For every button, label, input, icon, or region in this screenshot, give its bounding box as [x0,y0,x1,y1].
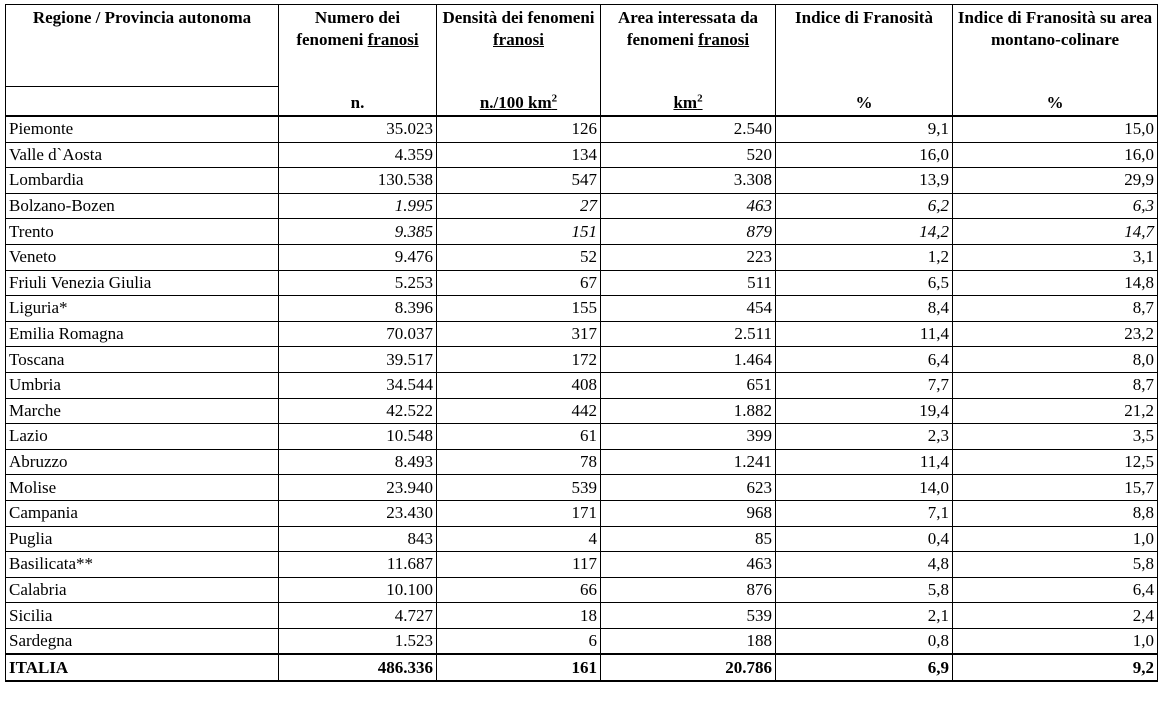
total-value-cell: 161 [437,654,601,681]
unit-density-text: n./100 km [479,93,552,112]
total-value-cell: 486.336 [279,654,437,681]
value-cell: 15,0 [953,116,1158,142]
value-cell: 66 [437,577,601,603]
value-cell: 547 [437,168,601,194]
region-name: Marche [6,398,279,424]
region-name: Friuli Venezia Giulia [6,270,279,296]
region-name: Lazio [6,424,279,450]
unit-density-label [480,93,557,112]
region-name: Lombardia [6,168,279,194]
value-cell: 623 [601,475,776,501]
value-cell: 78 [437,449,601,475]
header-index-mountain [953,5,1158,87]
value-cell: 2.511 [601,321,776,347]
value-cell: 18 [437,603,601,629]
region-name: Molise [6,475,279,501]
value-cell: 651 [601,372,776,398]
region-name: Sicilia [6,603,279,629]
unit-region [6,87,279,117]
value-cell: 23.430 [279,500,437,526]
value-cell: 454 [601,296,776,322]
landslide-statistics-table [5,4,1158,682]
value-cell: 2,1 [776,603,953,629]
value-cell: 42.522 [279,398,437,424]
value-cell: 6,2 [776,193,953,219]
value-cell: 172 [437,347,601,373]
value-cell: 8.396 [279,296,437,322]
value-cell: 8,0 [953,347,1158,373]
table-row [6,449,1158,475]
header-index-label: Indice di Franosità [795,8,933,27]
header-region: Regione / Provincia autonoma [6,5,279,87]
value-cell: 130.538 [279,168,437,194]
region-name: Sardegna [6,628,279,654]
total-value-cell: 20.786 [601,654,776,681]
value-cell: 520 [601,142,776,168]
value-cell: 1.995 [279,193,437,219]
value-cell: 52 [437,244,601,270]
value-cell: 11.687 [279,552,437,578]
value-cell: 19,4 [776,398,953,424]
value-cell: 8,4 [776,296,953,322]
value-cell: 6,4 [953,577,1158,603]
unit-area-sup: 2 [697,92,703,105]
value-cell: 12,5 [953,449,1158,475]
region-name: Emilia Romagna [6,321,279,347]
header-density-label: Densità dei fenomeni franosi [442,8,595,49]
table-body [6,116,1158,681]
value-cell: 11,4 [776,449,953,475]
value-cell: 7,7 [776,372,953,398]
region-name: Calabria [6,577,279,603]
value-cell: 11,4 [776,321,953,347]
unit-index-mountain-label: % [1046,93,1064,112]
unit-index-mountain [953,87,1158,117]
region-name: Basilicata** [6,552,279,578]
table-row [6,628,1158,654]
unit-index-label: % [855,93,873,112]
value-cell: 15,7 [953,475,1158,501]
header-underlined-word: franosi [698,30,750,49]
value-cell: 10.548 [279,424,437,450]
table-row [6,372,1158,398]
header-index [776,5,953,87]
value-cell: 14,8 [953,270,1158,296]
value-cell: 67 [437,270,601,296]
value-cell: 539 [601,603,776,629]
value-cell: 9,1 [776,116,953,142]
unit-count [279,87,437,117]
value-cell: 14,0 [776,475,953,501]
region-name: Abruzzo [6,449,279,475]
table-row [6,424,1158,450]
value-cell: 61 [437,424,601,450]
total-row [6,654,1158,681]
unit-index [776,87,953,117]
header-row [6,5,1158,87]
value-cell: 29,9 [953,168,1158,194]
header-area-label: Area interessata da fenomeni franosi [617,8,759,49]
value-cell: 8.493 [279,449,437,475]
region-name: Campania [6,500,279,526]
value-cell: 317 [437,321,601,347]
table-row [6,398,1158,424]
value-cell: 151 [437,219,601,245]
table-row [6,142,1158,168]
value-cell: 155 [437,296,601,322]
table-row [6,577,1158,603]
value-cell: 0,8 [776,628,953,654]
value-cell: 879 [601,219,776,245]
value-cell: 2,4 [953,603,1158,629]
value-cell: 39.517 [279,347,437,373]
value-cell: 1.523 [279,628,437,654]
value-cell: 23,2 [953,321,1158,347]
value-cell: 171 [437,500,601,526]
header-count-label: Numero dei fenomeni franosi [296,8,419,49]
units-row [6,87,1158,117]
value-cell: 134 [437,142,601,168]
value-cell: 3,1 [953,244,1158,270]
value-cell: 1.241 [601,449,776,475]
value-cell: 4.727 [279,603,437,629]
value-cell: 4 [437,526,601,552]
total-label: ITALIA [6,654,279,681]
value-cell: 442 [437,398,601,424]
value-cell: 16,0 [953,142,1158,168]
value-cell: 1.882 [601,398,776,424]
value-cell: 876 [601,577,776,603]
value-cell: 5.253 [279,270,437,296]
header-index-mountain-label: Indice di Franosità su area montano-colinare [957,8,1153,49]
value-cell: 8,7 [953,296,1158,322]
value-cell: 1,0 [953,526,1158,552]
value-cell: 23.940 [279,475,437,501]
header-area [601,5,776,87]
value-cell: 6 [437,628,601,654]
table-row [6,475,1158,501]
table-row [6,347,1158,373]
region-name: Valle d`Aosta [6,142,279,168]
value-cell: 9.385 [279,219,437,245]
region-name: Piemonte [6,116,279,142]
total-value-cell: 9,2 [953,654,1158,681]
value-cell: 70.037 [279,321,437,347]
value-cell: 1.464 [601,347,776,373]
value-cell: 3.308 [601,168,776,194]
unit-area [601,87,776,117]
table-row [6,552,1158,578]
table-row [6,193,1158,219]
table-row [6,526,1158,552]
value-cell: 27 [437,193,601,219]
value-cell: 21,2 [953,398,1158,424]
header-count [279,5,437,87]
region-name: Toscana [6,347,279,373]
value-cell: 6,4 [776,347,953,373]
value-cell: 9.476 [279,244,437,270]
value-cell: 8,7 [953,372,1158,398]
value-cell: 85 [601,526,776,552]
value-cell: 16,0 [776,142,953,168]
value-cell: 4,8 [776,552,953,578]
value-cell: 399 [601,424,776,450]
value-cell: 968 [601,500,776,526]
value-cell: 2,3 [776,424,953,450]
table-row [6,296,1158,322]
value-cell: 5,8 [776,577,953,603]
value-cell: 843 [279,526,437,552]
value-cell: 223 [601,244,776,270]
region-name: Bolzano-Bozen [6,193,279,219]
value-cell: 3,5 [953,424,1158,450]
value-cell: 8,8 [953,500,1158,526]
value-cell: 1,0 [953,628,1158,654]
value-cell: 35.023 [279,116,437,142]
header-underlined-word: franosi [493,30,544,49]
value-cell: 1,2 [776,244,953,270]
table-row [6,116,1158,142]
value-cell: 4.359 [279,142,437,168]
value-cell: 34.544 [279,372,437,398]
table-row [6,500,1158,526]
value-cell: 463 [601,552,776,578]
value-cell: 5,8 [953,552,1158,578]
value-cell: 463 [601,193,776,219]
value-cell: 126 [437,116,601,142]
table-row [6,321,1158,347]
unit-count-label: n. [350,93,365,112]
region-name: Trento [6,219,279,245]
region-name: Umbria [6,372,279,398]
value-cell: 539 [437,475,601,501]
unit-area-label [673,93,702,112]
value-cell: 408 [437,372,601,398]
value-cell: 13,9 [776,168,953,194]
unit-area-text: km [673,93,698,112]
value-cell: 14,7 [953,219,1158,245]
value-cell: 10.100 [279,577,437,603]
region-name: Liguria* [6,296,279,322]
table-row [6,270,1158,296]
header-underlined-word: franosi [367,30,419,49]
table-row [6,603,1158,629]
value-cell: 2.540 [601,116,776,142]
region-name: Veneto [6,244,279,270]
unit-density [437,87,601,117]
value-cell: 0,4 [776,526,953,552]
unit-density-sup: 2 [551,92,558,105]
table-row [6,168,1158,194]
table-row [6,219,1158,245]
header-density [437,5,601,87]
value-cell: 14,2 [776,219,953,245]
value-cell: 7,1 [776,500,953,526]
table-row [6,244,1158,270]
value-cell: 6,3 [953,193,1158,219]
total-value-cell: 6,9 [776,654,953,681]
value-cell: 188 [601,628,776,654]
value-cell: 511 [601,270,776,296]
value-cell: 117 [437,552,601,578]
value-cell: 6,5 [776,270,953,296]
region-name: Puglia [6,526,279,552]
